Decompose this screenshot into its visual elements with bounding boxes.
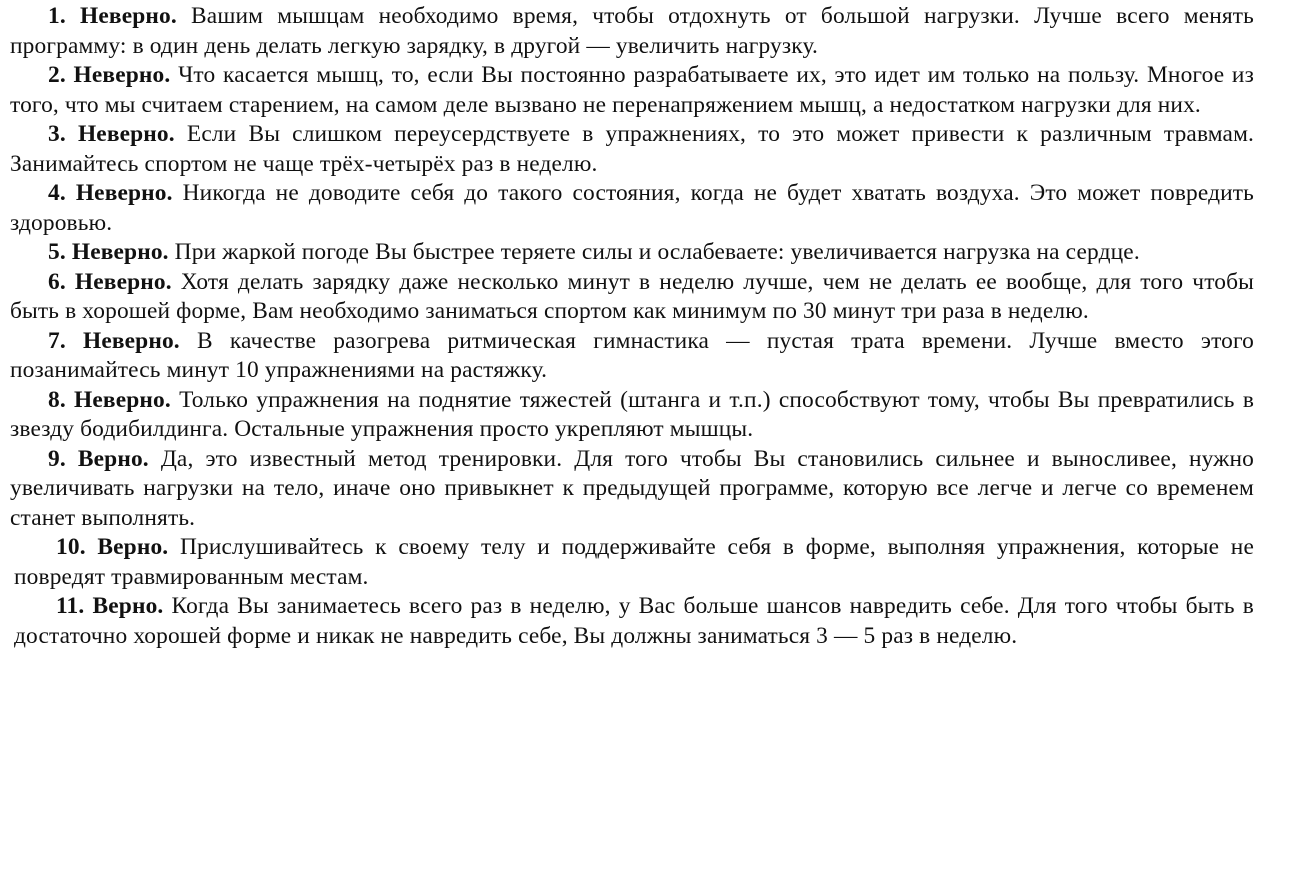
answer-text: Никогда не доводите себя до такого состояния, когда не будет хватать воздуха. Это может повредить здоровью. <box>10 180 1254 236</box>
answer-verdict: 4. Неверно. <box>48 180 173 206</box>
answer-verdict: 2. Неверно. <box>48 62 171 88</box>
answer-text: Когда Вы занимаетесь всего раз в неделю, у Вас больше шансов навредить себе. Для того чтобы быть в достаточно хорошей форме и никак не навредить себе, Вы должны заниматься 3 — 5 раз в неделю. <box>14 593 1255 649</box>
answer-8 <box>10 386 1254 445</box>
answer-verdict: 1. Неверно. <box>48 3 177 29</box>
answer-text: Что касается мышц, то, если Вы постоянно разрабатываете их, это идет им только на пользу. Многое из того, что мы считаем старением, на самом деле вызвано не перенапряжением мышц, а недостатком нагрузки для них. <box>10 62 1254 118</box>
answer-verdict: 7. Неверно. <box>48 327 180 354</box>
answer-verdict: 8. Неверно. <box>48 386 171 413</box>
answer-verdict: 11. Верно. <box>56 593 164 619</box>
answer-3 <box>10 120 1254 179</box>
answer-text: Вашим мышцам необходимо время, чтобы отдохнуть от большой нагрузки. Лучше всего менять программу: в один день делать легкую зарядку, в другой — увеличить нагрузку. <box>10 3 1254 59</box>
answer-5 <box>10 238 1254 268</box>
answer-verdict: 9. Верно. <box>48 445 149 472</box>
answer-verdict: 5. Неверно. <box>48 239 169 265</box>
answer-1 <box>10 2 1254 61</box>
answer-text: Только упражнения на поднятие тяжестей (штанга и т.п.) способствуют тому, чтобы Вы превратились в звезду бодибилдинга. Остальные упражнения просто укрепляют мышцы. <box>10 386 1255 442</box>
answer-7 <box>10 327 1254 386</box>
answer-text: При жаркой погоде Вы быстрее теряете силы и ослабеваете: увеличивается нагрузка на сердце. <box>174 239 1140 265</box>
answer-9 <box>10 445 1254 534</box>
answer-11 <box>10 592 1254 651</box>
answer-10 <box>10 533 1254 592</box>
answer-text: В качестве разогрева ритмическая гимнастика — пустая трата времени. Лучше вместо этого позанимайтесь минут 10 упражнениями на растяжку. <box>10 327 1254 383</box>
answer-4 <box>10 179 1254 238</box>
answer-verdict: 3. Неверно. <box>48 121 175 147</box>
answer-2 <box>10 61 1254 120</box>
answer-text: Да, это известный метод тренировки. Для того чтобы Вы становились сильнее и выносливее, нужно увеличивать нагрузки на тело, иначе оно привыкнет к предыдущей программе, которую все легче и легче со временем станет выполнять. <box>10 445 1254 531</box>
answer-text: Прислушивайтесь к своему телу и поддерживайте себя в форме, выполняя упражнения, которые не повредят травмированным местам. <box>14 534 1255 590</box>
answer-text: Хотя делать зарядку даже несколько минут в неделю лучше, чем не делать ее вообще, для того чтобы быть в хорошей форме, Вам необходимо заниматься спортом как минимум по 30 минут три раза в неделю. <box>10 268 1255 324</box>
answer-verdict: 6. Неверно. <box>48 268 172 295</box>
answer-text: Если Вы слишком переусердствуете в упражнениях, то это может привести к различным травмам. Занимайтесь спортом не чаще трёх-четырёх раз в неделю. <box>10 121 1255 177</box>
answer-verdict: 10. Верно. <box>56 534 169 560</box>
answer-6 <box>10 268 1254 327</box>
answer-key-page <box>10 2 1254 651</box>
